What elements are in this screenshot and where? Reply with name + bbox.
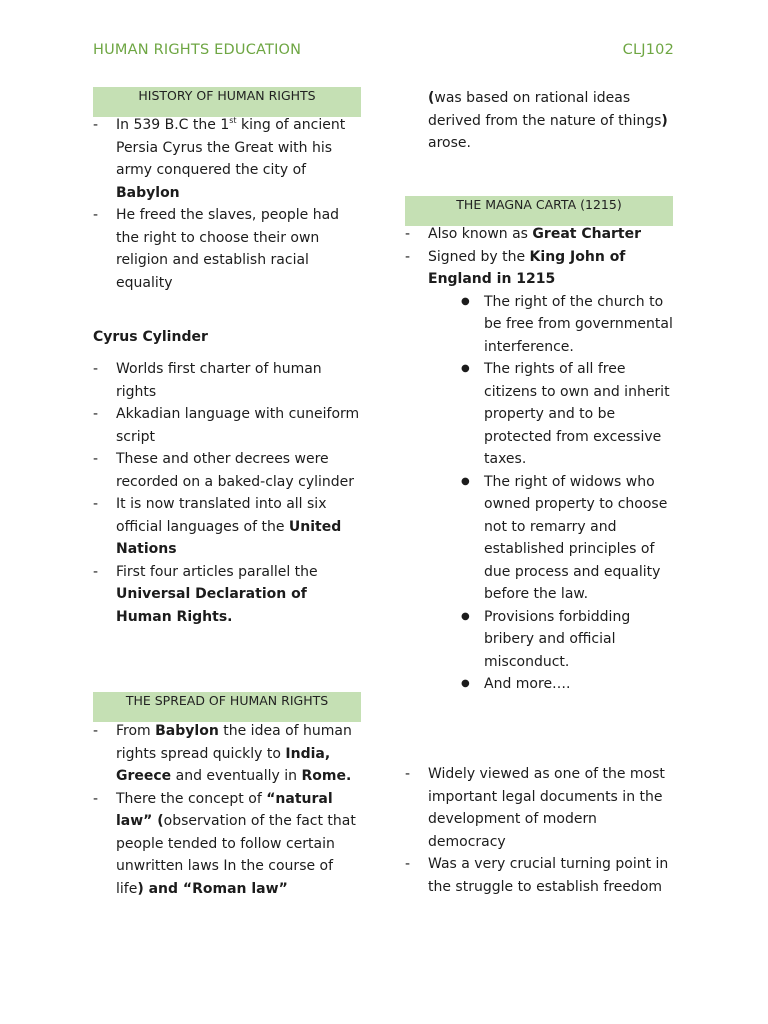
list-item: - Also known as Great Charter (405, 223, 673, 246)
list-item: ● And more…. (405, 673, 673, 696)
header-course-title: HUMAN RIGHTS EDUCATION (93, 42, 302, 58)
list-item: ● The right of the church to be free from governmental interference. (405, 291, 673, 359)
list-item: - There the concept of “natural law” (observation of the fact that people tended to follow certain unwritten laws In the course of life) and “Roman law” (93, 788, 361, 901)
list-item: - These and other decrees were recorded on a baked-clay cylinder (93, 448, 361, 493)
list-item: - Akkadian language with cuneiform script (93, 403, 361, 448)
cylinder-list-block (93, 358, 361, 628)
list-item: ● The rights of all free citizens to own and inherit property and to be protected from excessive taxes. (405, 358, 673, 471)
spread-list-block (93, 720, 361, 900)
magna-carta-title: THE MAGNA CARTA (1215) (456, 197, 622, 212)
cyrus-cylinder-heading: Cyrus Cylinder (93, 329, 208, 345)
magna-carta-banner (405, 196, 673, 226)
history-section-title: HISTORY OF HUMAN RIGHTS (138, 88, 316, 103)
list-item: - In 539 B.C the 1st king of ancient Persia Cyrus the Great with his army conquered the city of Babylon (93, 114, 361, 204)
magna-rights-list (405, 291, 673, 696)
spread-section-banner (93, 692, 361, 722)
history-section-banner (93, 87, 361, 117)
list-item: - Worlds first charter of human rights (93, 358, 361, 403)
continuation-paragraph: (was based on rational ideas derived from the nature of things) arose. (428, 90, 668, 151)
list-item: - From Babylon the idea of human rights spread quickly to India, Greece and eventually in Rome. (93, 720, 361, 788)
magna-list-block (405, 223, 673, 696)
list-item: - It is now translated into all six official languages of the United Nations (93, 493, 361, 561)
magna-summary-list (405, 763, 673, 898)
magna-summary-block (405, 763, 673, 898)
list-item: ● The right of widows who owned property to choose not to remarry and established principles of due process and equality before the law. (405, 471, 673, 606)
spread-section-title: THE SPREAD OF HUMAN RIGHTS (125, 693, 329, 708)
spread-list (93, 720, 361, 900)
list-item: - Widely viewed as one of the most important legal documents in the development of modern democracy (405, 763, 673, 853)
header-course-code: CLJ102 (622, 42, 674, 58)
list-item: - He freed the slaves, people had the right to choose their own religion and establish racial equality (93, 204, 361, 294)
list-item: ● Provisions forbidding bribery and official misconduct. (405, 606, 673, 674)
list-item: - First four articles parallel the Universal Declaration of Human Rights. (93, 561, 361, 629)
cylinder-list (93, 358, 361, 628)
list-item: - Signed by the King John of England in 1215 (405, 246, 673, 291)
history-list (93, 114, 361, 294)
history-list-block (93, 114, 361, 294)
magna-list (405, 223, 673, 291)
list-item: - Was a very crucial turning point in the struggle to establish freedom (405, 853, 673, 898)
